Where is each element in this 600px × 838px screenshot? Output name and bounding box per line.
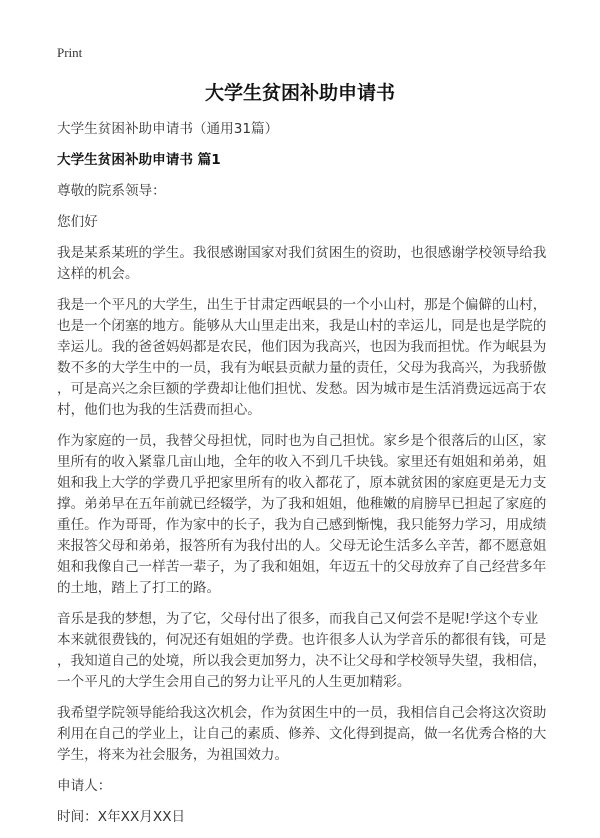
section-heading: 大学生贫困补助申请书 篇1: [57, 152, 221, 168]
paragraph: [57, 431, 557, 599]
applicant-label: 申请人：: [57, 778, 112, 794]
paragraphs: [57, 243, 557, 766]
paragraph-line: 撑。弟弟早在五年前就已经辍学，为了我和姐姐，他稚嫩的肩膀早已担起了家庭的: [57, 496, 547, 512]
paragraph-line: 姐和我上大学的学费几乎把家里所有的收入都花了，原本就贫困的家庭更是无力支: [57, 475, 547, 491]
document-title: 大学生贫困补助申请书: [204, 82, 395, 104]
paragraph-line: 一个平凡的大学生会用自己的努力让平凡的人生更加精彩。: [57, 674, 411, 690]
paragraph-line: 重任。作为哥哥，作为家中的长子，我为自己感到惭愧，我只能努力学习，用成绩: [57, 517, 547, 533]
paragraph-line: ，我知道自己的处境，所以我会更加努力，决不让父母和学校领导失望，我相信，: [57, 653, 547, 669]
document-body: [57, 119, 557, 838]
paragraph-line: 音乐是我的梦想，为了它，父母付出了很多，而我自己又何尝不是呢!学这个专业: [57, 611, 539, 627]
paragraph-line: 作为家庭的一员，我替父母担忧，同时也为自己担忧。家乡是个很落后的山区，家: [57, 433, 547, 449]
paragraph: [57, 295, 557, 421]
paragraph-line: 本来就很费钱的，何况还有姐姐的学费。也许很多人认为学音乐的都很有钱，可是: [57, 632, 547, 648]
paragraph-line: 的土地，踏上了打工的路。: [57, 580, 221, 596]
paragraph: [57, 243, 557, 285]
paragraph: [57, 703, 557, 766]
print-label: Print: [57, 45, 83, 60]
paragraph-line: 我是一个平凡的大学生，出生于甘肃定西岷县的一个小山村，那是个偏僻的山村，: [57, 297, 547, 313]
paragraph-line: 利用在自己的学业上，让自己的素质、修养、文化得到提高，做一名优秀合格的大: [57, 726, 547, 742]
greeting: 您们好: [57, 214, 98, 230]
paragraph-line: 数不多的大学生中的一员，我有为岷县贡献力量的责任，父母为我高兴，为我骄傲: [57, 360, 547, 376]
paragraph-line: 里所有的收入紧靠几亩山地，全年的收入不到几千块钱。家里还有姐姐和弟弟，姐: [57, 454, 547, 470]
paragraph-line: 我是某系某班的学生。我很感谢国家对我们贫困生的资助，也很感谢学校领导给我: [57, 245, 547, 261]
paragraph-line: 幸运儿。我的爸爸妈妈都是农民，他们因为我高兴，也因为我而担忧。作为岷县为: [57, 339, 547, 355]
paragraph-line: 学生，将来为社会服务，为祖国效力。: [57, 747, 289, 763]
paragraph-line: ，可是高兴之余巨额的学费却让他们担忧、发愁。因为城市是生活消费远远高于农: [57, 381, 547, 397]
paragraph-line: 也是一个闭塞的地方。能够从大山里走出来，我是山村的幸运儿，同是也是学院的: [57, 318, 547, 334]
paragraph-line: 村，他们也为我的生活费而担心。: [57, 402, 261, 418]
date-line: 时间：X年XX月XX日: [57, 809, 186, 825]
paragraph-line: 来报答父母和弟弟，报答所有为我付出的人。父母无论生活多么辛苦，都不愿意姐: [57, 538, 547, 554]
paragraph-line: 姐和我像自己一样苦一辈子，为了我和姐姐，年迈五十的父母放弃了自己经营多年: [57, 559, 547, 575]
paragraph: [57, 609, 557, 693]
subtitle: 大学生贫困补助申请书（通用31篇）: [57, 121, 279, 137]
paragraph-line: 我希望学院领导能给我这次机会，作为贫困生中的一员，我相信自己会将这次资助: [57, 705, 547, 721]
paragraph-line: 这样的机会。: [57, 266, 139, 282]
salutation: 尊敬的院系领导：: [57, 183, 166, 199]
